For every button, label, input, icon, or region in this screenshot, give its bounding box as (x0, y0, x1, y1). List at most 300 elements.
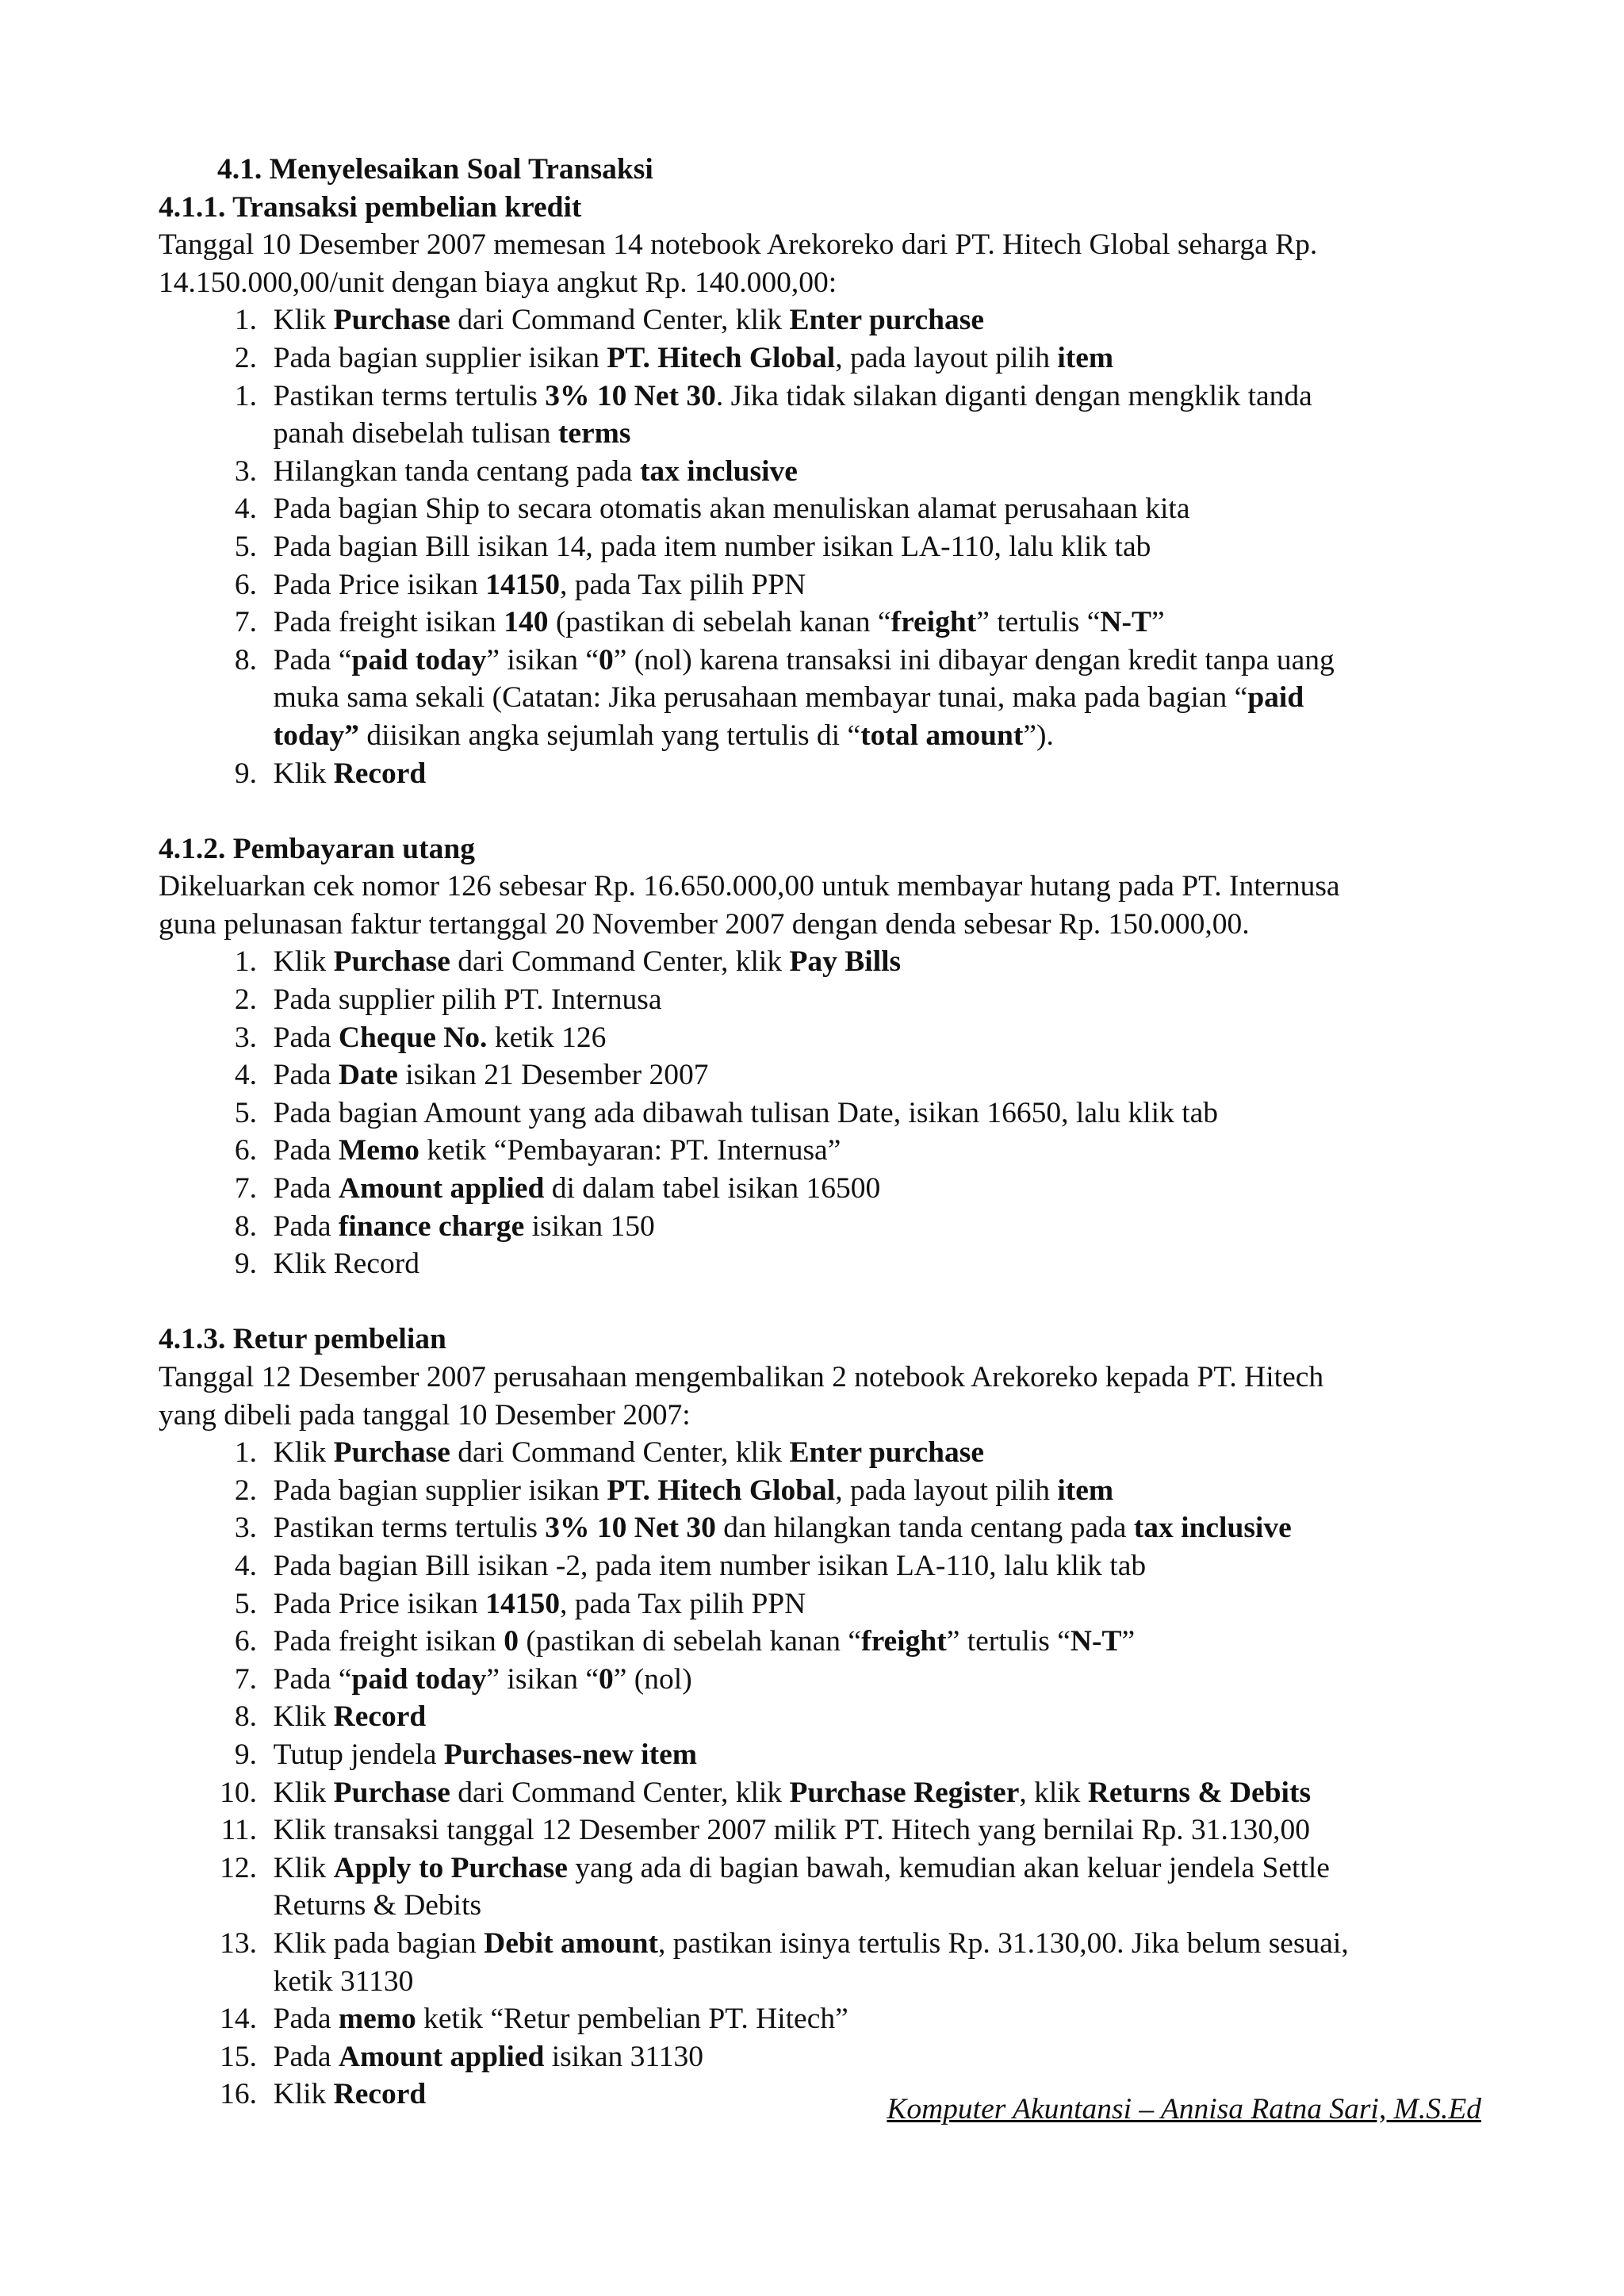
list-number-gap (257, 1094, 274, 1133)
text-run: Pastikan terms tertulis (273, 1512, 546, 1545)
list-text-line (274, 415, 1312, 453)
text-run: panah disebelah tulisan (273, 417, 558, 450)
text-run: Klik Record (273, 1248, 419, 1281)
text-run: Klik (273, 1851, 334, 1884)
list-number: 11. (220, 1814, 257, 1847)
list-item (159, 566, 1491, 604)
list-number: 6. (234, 1625, 257, 1658)
list-item (159, 339, 1491, 378)
list-item (159, 378, 1491, 453)
list-number: 2. (234, 983, 257, 1017)
list-number: 4. (234, 493, 257, 526)
text-run: ” (nol) karena transaksi ini dibayar dengan kredit tanpa uang (613, 643, 1335, 677)
bold-term: item (1057, 341, 1114, 374)
list-number: 15. (220, 2040, 257, 2073)
list-text (274, 2038, 703, 2076)
list-text (274, 1661, 692, 1699)
list-number-gap (257, 378, 274, 453)
list-number-gap (257, 2076, 274, 2114)
text-run: Pada (273, 1059, 339, 1092)
intro-line: Tanggal 12 Desember 2007 perusahaan mengembalikan 2 notebook Arekoreko kepada PT. Hitech (159, 1361, 1324, 1393)
list-number: 3. (234, 454, 257, 488)
bold-term: Purchase (333, 304, 450, 337)
text-run: ” tertulis “ (976, 606, 1101, 639)
text-run: ” (1151, 606, 1165, 639)
text-run: ” tertulis “ (946, 1625, 1071, 1658)
intro-line: guna pelunasan faktur tertanggal 20 November 2007 dengan denda sebesar Rp. 150.000,00. (159, 907, 1250, 941)
text-run: diisikan angka sejumlah yang tertulis di “ (358, 719, 861, 752)
list-number-gap (257, 943, 274, 981)
bold-term: Pay Bills (789, 945, 902, 979)
bold-term: total amount (860, 719, 1024, 752)
text-run: , pada Tax pilih PPN (560, 1587, 806, 1620)
list-number: 3. (234, 1512, 257, 1545)
text-run: dan hilangkan tanda centang pada (715, 1512, 1134, 1545)
list-number-gap (257, 1245, 274, 1283)
list-text-line (274, 717, 1335, 755)
list-number: 8. (234, 643, 257, 677)
bold-term: Purchase (333, 1776, 450, 1809)
list-text-line (274, 604, 1165, 642)
list-number: 5. (234, 1587, 257, 1620)
bold-term: freight (861, 1625, 947, 1658)
bold-term: PT. Hitech Global (607, 341, 836, 374)
bold-term: Enter purchase (789, 1436, 984, 1470)
text-run: yang ada di bagian bawah, kemudian akan keluar jendela Settle (567, 1851, 1330, 1884)
list-number-gap (257, 1132, 274, 1170)
list-text-line (274, 453, 798, 491)
bold-term: paid today (351, 643, 487, 677)
list-item (159, 1849, 1491, 1925)
list-text (274, 981, 662, 1019)
list-number-gap (257, 566, 274, 604)
list-number: 10. (220, 1776, 257, 1809)
section (159, 189, 1491, 793)
list-text-line (274, 1094, 1218, 1133)
list-item (159, 1132, 1491, 1170)
text-run: Pada supplier pilih PT. Internusa (273, 983, 662, 1017)
text-run: Klik (273, 1776, 334, 1809)
list-text (274, 1132, 841, 1170)
list-number: 4. (234, 1549, 257, 1582)
list-item (159, 1434, 1491, 1472)
bold-term: Cheque No. (338, 1021, 488, 1054)
list-number-gap (257, 301, 274, 339)
text-run: di dalam tabel isikan 16500 (544, 1172, 881, 1205)
list-number-gap (257, 1623, 274, 1661)
intro-line: Tanggal 10 Desember 2007 memesan 14 notebook Arekoreko dari PT. Hitech Global seharga Rp. (159, 228, 1318, 262)
list-text-line (274, 642, 1335, 680)
list-item (159, 1245, 1491, 1283)
bold-term: item (1057, 1474, 1114, 1507)
list-number: 9. (234, 1738, 257, 1771)
list-number-gap (257, 1585, 274, 1623)
list-text-line (274, 1811, 1310, 1849)
text-run: Pastikan terms tertulis (273, 379, 546, 412)
text-run: ”). (1023, 719, 1054, 752)
list-text (274, 1849, 1330, 1925)
list-item (159, 1698, 1491, 1736)
list-text (274, 1811, 1310, 1849)
list-number: 7. (234, 606, 257, 639)
list-text-line (274, 1736, 697, 1774)
section (159, 1283, 1491, 2114)
list-text-line (274, 1585, 806, 1623)
section-heading: 4.1. Menyelesaikan Soal Transaksi (217, 153, 653, 186)
list-item (159, 1170, 1491, 1208)
text-run: , pada layout pilih (835, 1474, 1058, 1507)
list-number: 5. (234, 530, 257, 563)
text-run: Klik (273, 1700, 334, 1734)
list-text-line (274, 1547, 1146, 1585)
text-run: Pada freight isikan (273, 1625, 504, 1658)
text-run: muka sama sekali (Catatan: Jika perusahaan membayar tunai, maka pada bagian “ (273, 681, 1248, 715)
list-text (274, 1434, 984, 1472)
text-run: Klik (273, 2078, 334, 2111)
list-text (274, 1585, 806, 1623)
bold-term: tax inclusive (1133, 1512, 1292, 1545)
list-number-gap (257, 1925, 274, 2000)
bold-term: Purchase Register (789, 1776, 1020, 1809)
list-item (159, 755, 1491, 793)
bold-term: N-T (1070, 1625, 1122, 1658)
text-run: Klik pada bagian (273, 1926, 485, 1960)
text-run: Klik (273, 1436, 334, 1470)
list-item (159, 1547, 1491, 1585)
text-run: Pada bagian Amount yang ada dibawah tulisan Date, isikan 16650, lalu klik tab (273, 1096, 1219, 1129)
list-text (274, 1547, 1146, 1585)
text-run: Pada bagian Ship to secara otomatis akan menuliskan alamat perusahaan kita (273, 493, 1190, 526)
list-item (159, 1585, 1491, 1623)
text-run: . Jika tidak silakan diganti dengan mengklik tanda (715, 379, 1312, 412)
list-text (274, 1698, 427, 1736)
list-text (274, 1472, 1114, 1510)
bold-term: 0 (504, 1625, 519, 1658)
list-text (274, 339, 1114, 378)
bold-term: Debit amount (484, 1926, 658, 1960)
bold-term: Purchase (333, 945, 450, 979)
bold-term: 0 (599, 1662, 614, 1696)
bold-term: paid (1247, 681, 1304, 715)
list-item (159, 1019, 1491, 1057)
bold-term: freight (891, 606, 977, 639)
bold-term: tax inclusive (639, 454, 798, 488)
list-text (274, 566, 806, 604)
text-run: ketik “Retur pembelian PT. Hitech” (416, 2003, 848, 2036)
list-number-gap (257, 1509, 274, 1547)
bold-term: Record (333, 2078, 427, 2111)
text-run: Pada Price isikan (273, 1587, 486, 1620)
list-text-line (274, 1245, 419, 1283)
bold-term: Amount applied (338, 2040, 545, 2073)
text-run: Pada Price isikan (273, 568, 486, 601)
list-item (159, 1811, 1491, 1849)
intro-line: 14.150.000,00/unit dengan biaya angkut Rp. 140.000,00: (159, 266, 837, 299)
list-number-gap (257, 453, 274, 491)
page-footer: Komputer Akuntansi – Annisa Ratna Sari, M.S.Ed (887, 2093, 1481, 2125)
text-run: dari Command Center, klik (450, 304, 790, 337)
list-number-gap (257, 642, 274, 755)
list-item (159, 1094, 1491, 1133)
list-item (159, 1623, 1491, 1661)
list-text (274, 301, 984, 339)
bold-term: today” (273, 719, 359, 752)
section-spacer (159, 1283, 1491, 1321)
list-text (274, 378, 1312, 453)
list-item (159, 1472, 1491, 1510)
list-text (274, 1056, 709, 1094)
list-text-line (274, 339, 1114, 378)
bold-term: 0 (599, 643, 614, 677)
list-text (274, 1245, 419, 1283)
list-item (159, 1208, 1491, 1246)
text-run: Pada freight isikan (273, 606, 504, 639)
list-text-line (274, 1698, 427, 1736)
list-number: 5. (234, 1096, 257, 1129)
list-number: 12. (220, 1851, 257, 1884)
text-run: Klik (273, 304, 334, 337)
list-text (274, 1774, 1311, 1812)
list-item (159, 1509, 1491, 1547)
list-text-line (274, 1925, 1349, 1963)
text-run: Pada (273, 1172, 339, 1205)
list-text-line (274, 1208, 655, 1246)
bold-term: Amount applied (338, 1172, 545, 1205)
list-text-line (274, 1472, 1114, 1510)
text-run: Klik (273, 757, 334, 790)
list-number: 1. (234, 304, 257, 337)
list-text-line (274, 1849, 1330, 1888)
list-item (159, 1736, 1491, 1774)
list-item (159, 604, 1491, 642)
intro-line: yang dibeli pada tanggal 10 Desember 2007: (159, 1398, 691, 1432)
list-text (274, 490, 1190, 528)
list-item (159, 943, 1491, 981)
text-run: , klik (1019, 1776, 1088, 1809)
document-page (159, 151, 1491, 2114)
section-spacer (159, 792, 1491, 830)
list-number: 7. (234, 1662, 257, 1696)
intro-line: Dikeluarkan cek nomor 126 sebesar Rp. 16.650.000,00 untuk membayar hutang pada PT. Internusa (159, 870, 1340, 903)
text-run: (pastikan di sebelah kanan “ (518, 1625, 862, 1658)
list-number-gap (257, 1698, 274, 1736)
list-text-line (274, 2076, 427, 2114)
text-run: Klik transaksi tanggal 12 Desember 2007 milik PT. Hitech yang bernilai Rp. 31.130,00 (273, 1814, 1311, 1847)
list-text-line (274, 2038, 703, 2076)
list-number: 2. (234, 1474, 257, 1507)
list-text-line (274, 1056, 709, 1094)
bold-term: N-T (1100, 606, 1151, 639)
text-run: ” isikan “ (486, 1662, 599, 1696)
list-text (274, 1509, 1292, 1547)
list-text-line (274, 1887, 1330, 1925)
text-run: ketik 31130 (273, 1964, 414, 1998)
bold-term: Record (333, 1700, 427, 1734)
list-number: 14. (220, 2003, 257, 2036)
list-number: 6. (234, 1134, 257, 1167)
bold-term: 14150 (485, 568, 561, 601)
list-number: 2. (234, 341, 257, 374)
text-run: Pada bagian supplier isikan (273, 341, 607, 374)
text-run: Pada “ (273, 1662, 352, 1696)
text-run: Pada “ (273, 643, 352, 677)
bold-term: memo (338, 2003, 416, 2036)
bold-term: Returns & Debits (1087, 1776, 1312, 1809)
text-run: Klik (273, 945, 334, 979)
text-run: isikan 21 Desember 2007 (397, 1059, 709, 1092)
list-number-gap (257, 1472, 274, 1510)
list-text (274, 1094, 1218, 1133)
bold-term: Purchase (333, 1436, 450, 1470)
text-run: isikan 150 (524, 1209, 655, 1243)
list-number-gap (257, 339, 274, 378)
bold-term: 140 (504, 606, 549, 639)
list-text-line (274, 566, 806, 604)
list-number: 1. (234, 379, 257, 412)
text-run: , pada layout pilih (835, 341, 1058, 374)
text-run: dari Command Center, klik (450, 1776, 790, 1809)
list-number-gap (257, 1661, 274, 1699)
list-item (159, 1925, 1491, 2000)
list-number-gap (257, 2038, 274, 2076)
list-text (274, 1019, 607, 1057)
bold-term: Record (333, 757, 427, 790)
list-text-line (274, 1170, 881, 1208)
list-text-line (274, 1774, 1311, 1812)
bold-term: finance charge (338, 1209, 525, 1243)
section-heading: 4.1.1. Transaksi pembelian kredit (159, 190, 582, 224)
list-number-gap (257, 1774, 274, 1812)
list-text-line (274, 1509, 1292, 1547)
list-number-gap (257, 755, 274, 793)
list-text (274, 943, 902, 981)
list-item (159, 528, 1491, 566)
bold-term: 3% 10 Net 30 (545, 379, 716, 412)
text-run: , pastikan isinya tertulis Rp. 31.130,00. Jika belum sesuai, (657, 1926, 1349, 1960)
list-item (159, 2000, 1491, 2038)
list-text (274, 642, 1335, 755)
list-item (159, 2038, 1491, 2076)
list-text-line (274, 490, 1190, 528)
list-number-gap (257, 1434, 274, 1472)
bold-term: PT. Hitech Global (607, 1474, 836, 1507)
list-number-gap (257, 490, 274, 528)
list-item (159, 981, 1491, 1019)
list-number: 9. (234, 1248, 257, 1281)
list-text-line (274, 378, 1312, 416)
list-text (274, 604, 1165, 642)
list-text (274, 1623, 1136, 1661)
text-run: Pada (273, 2040, 339, 2073)
list-number-gap (257, 1170, 274, 1208)
list-text-line (274, 301, 984, 339)
text-run: ketik “Pembayaran: PT. Internusa” (419, 1134, 841, 1167)
list-number-gap (257, 1547, 274, 1585)
text-run: Returns & Debits (273, 1889, 482, 1922)
list-text-line (274, 1963, 1349, 2001)
list-number-gap (257, 1208, 274, 1246)
list-text-line (274, 981, 662, 1019)
list-text (274, 1170, 881, 1208)
list-text (274, 755, 427, 793)
text-run: Pada bagian Bill isikan -2, pada item number isikan LA-110, lalu klik tab (273, 1549, 1147, 1582)
list-text (274, 1736, 697, 1774)
list-number: 16. (220, 2078, 257, 2111)
list-item (159, 301, 1491, 339)
bold-term: Date (338, 1059, 398, 1092)
text-run: isikan 31130 (544, 2040, 704, 2073)
text-run: ” (nol) (613, 1662, 692, 1696)
list-item (159, 642, 1491, 755)
text-run: dari Command Center, klik (450, 1436, 790, 1470)
list-number: 13. (220, 1926, 257, 1960)
list-text (274, 2076, 427, 2114)
text-run: Pada (273, 1209, 339, 1243)
list-item (159, 490, 1491, 528)
list-number: 1. (234, 945, 257, 979)
section-heading: 4.1.2. Pembayaran utang (159, 832, 475, 865)
text-run: , pada Tax pilih PPN (560, 568, 806, 601)
text-run: Pada (273, 2003, 339, 2036)
text-run: ” isikan “ (486, 643, 599, 677)
bold-term: terms (557, 417, 631, 450)
text-run: Tutup jendela (273, 1738, 444, 1771)
bold-term: 14150 (485, 1587, 561, 1620)
list-number-gap (257, 2000, 274, 2038)
list-number-gap (257, 1811, 274, 1849)
text-run: Pada (273, 1021, 339, 1054)
bold-term: Memo (338, 1134, 419, 1167)
list-number: 8. (234, 1700, 257, 1734)
list-text-line (274, 679, 1335, 717)
list-item (159, 1056, 1491, 1094)
list-text-line (274, 1019, 607, 1057)
list-text-line (274, 755, 427, 793)
bold-term: Enter purchase (789, 304, 984, 337)
text-run: Pada (273, 1134, 339, 1167)
list-text-line (274, 1434, 984, 1472)
list-number-gap (257, 604, 274, 642)
list-text-line (274, 528, 1151, 566)
list-text-line (274, 1132, 841, 1170)
list-number-gap (257, 1056, 274, 1094)
list-text-line (274, 943, 902, 981)
text-run: Hilangkan tanda centang pada (273, 454, 640, 488)
list-text-line (274, 1661, 692, 1699)
list-text (274, 2000, 848, 2038)
list-number-gap (257, 1736, 274, 1774)
list-number: 7. (234, 1172, 257, 1205)
list-text (274, 1208, 655, 1246)
list-text-line (274, 2000, 848, 2038)
section (159, 151, 1491, 189)
list-number: 8. (234, 1209, 257, 1243)
text-run: ” (1121, 1625, 1136, 1658)
list-text (274, 453, 798, 491)
list-text (274, 1925, 1349, 2000)
list-text (274, 528, 1151, 566)
section (159, 792, 1491, 1283)
list-item (159, 453, 1491, 491)
list-item (159, 1774, 1491, 1812)
list-number-gap (257, 1019, 274, 1057)
list-number-gap (257, 528, 274, 566)
text-run: (pastikan di sebelah kanan “ (548, 606, 891, 639)
list-number: 6. (234, 568, 257, 601)
list-number: 4. (234, 1059, 257, 1092)
list-number-gap (257, 1849, 274, 1925)
bold-term: 3% 10 Net 30 (545, 1512, 716, 1545)
